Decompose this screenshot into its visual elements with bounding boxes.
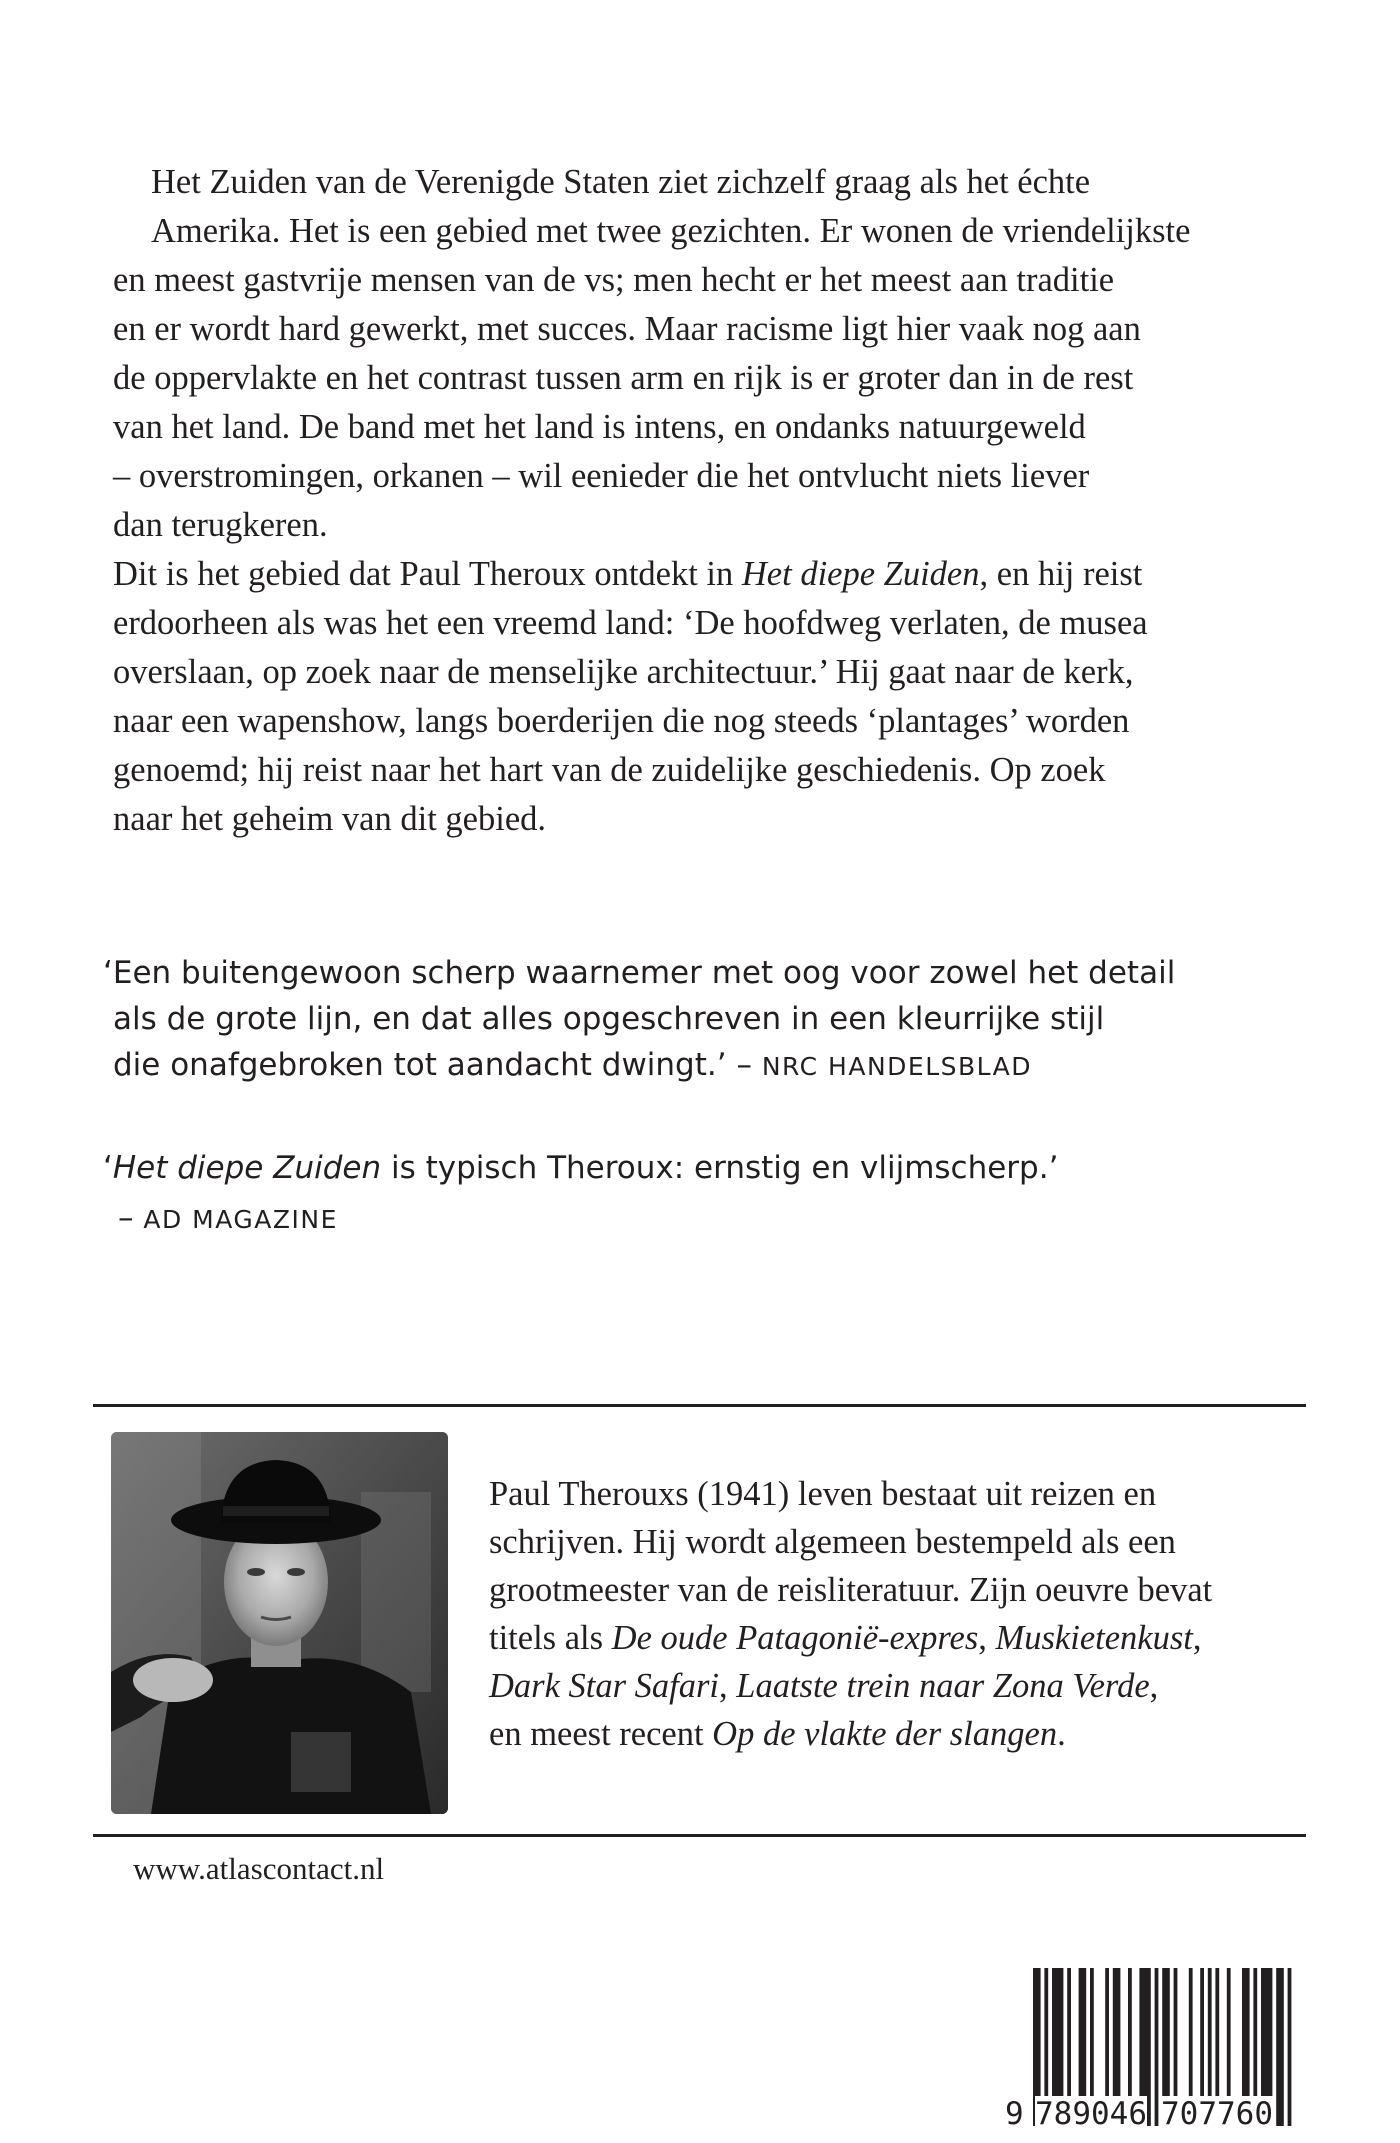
book-title: De oude Patagonië-expres: [611, 1619, 979, 1657]
synopsis-line: overslaan, op zoek naar de menselijke architectuur.’ Hij gaat naar de kerk,: [113, 653, 1134, 691]
isbn-first-digit: 9: [1005, 2096, 1024, 2132]
author-photo: [111, 1432, 448, 1814]
quote-mark: ‘: [103, 1150, 113, 1186]
synopsis-text: Dit is het gebied dat Paul Theroux ontdekt in: [113, 555, 742, 593]
bio-line: [489, 1667, 1158, 1706]
synopsis-line: genoemd; hij reist naar het hart van de zuidelijke geschiedenis. Op zoek: [113, 751, 1106, 789]
quote-dash: –: [118, 1200, 134, 1236]
quote-source: AD MAGAZINE: [143, 1205, 338, 1234]
book-title: Laatste trein naar Zona Verde: [736, 1667, 1150, 1705]
quote-text: die onafgebroken tot aandacht dwingt.’ –: [113, 1047, 752, 1083]
synopsis-line: – overstromingen, orkanen – wil eenieder die het ontvlucht niets liever: [113, 457, 1090, 495]
bio-text: .: [1057, 1715, 1066, 1753]
synopsis-line: erdoorheen als was het een vreemd land: ‘De hoofdweg verlaten, de musea: [113, 604, 1148, 642]
synopsis-line: Het Zuiden van de Verenigde Staten ziet zichzelf graag als het échte: [151, 163, 1091, 201]
isbn-group-2: 707760: [1161, 2096, 1273, 2132]
synopsis-line: naar het geheim van dit gebied.: [113, 800, 547, 838]
barcode-bar: [1276, 1968, 1284, 2126]
book-title: Het diepe Zuiden: [741, 555, 980, 593]
bio-line: schrijven. Hij wordt algemeen bestempeld als een: [489, 1523, 1176, 1561]
bio-text: titels als: [489, 1619, 612, 1657]
bio-line: grootmeester van de reisliteratuur. Zijn oeuvre bevat: [489, 1571, 1213, 1609]
bio-line: [489, 1619, 1202, 1658]
quote-text: is typisch Theroux: ernstig en vlijmscherp.’: [381, 1150, 1059, 1186]
quote-line: ‘Een buitengewoon scherp waarnemer met oog voor zowel het detail: [103, 955, 1176, 991]
divider: [93, 1404, 1306, 1407]
bio-text: ,: [719, 1667, 737, 1705]
bio-text: ,: [1192, 1619, 1202, 1657]
synopsis-line: en er wordt hard gewerkt, met succes. Maar racisme ligt hier vaak nog aan: [113, 310, 1141, 348]
synopsis-line: naar een wapenshow, langs boerderijen die nog steeds ‘plantages’ worden: [113, 702, 1130, 740]
synopsis-text: , en hij reist: [979, 555, 1143, 593]
quote-line: [113, 1047, 1032, 1083]
author-portrait-image: [111, 1432, 448, 1814]
synopsis-line: [113, 550, 1142, 599]
book-title: Het diepe Zuiden: [112, 1150, 382, 1186]
synopsis-line: dan terugkeren.: [113, 506, 328, 544]
bio-text: en meest recent: [489, 1715, 713, 1753]
divider: [93, 1834, 1306, 1837]
book-title: Dark Star Safari: [489, 1667, 720, 1705]
synopsis-line: de oppervlakte en het contrast tussen arm en rijk is er groter dan in de rest: [113, 359, 1134, 397]
quote-line: als de grote lijn, en dat alles opgeschreven in een kleurrijke stijl: [113, 1001, 1105, 1037]
bio-text: ,: [1149, 1667, 1159, 1705]
barcode-bar: [1288, 1968, 1292, 2126]
bio-text: ,: [978, 1619, 996, 1657]
publisher-website: www.atlascontact.nl: [133, 1851, 385, 1886]
synopsis-line: Amerika. Het is een gebied met twee gezichten. Er wonen de vriendelijkste: [151, 212, 1191, 250]
quote-line: [118, 1200, 338, 1236]
bio-line: [489, 1715, 1066, 1754]
bio-line: Paul Therouxs (1941) leven bestaat uit reizen en: [489, 1475, 1157, 1513]
barcode-bar: [1155, 1968, 1159, 2126]
quote-line: [103, 1150, 1058, 1186]
synopsis-line: en meest gastvrije mensen van de vs; men hecht er het meest aan traditie: [113, 261, 1115, 299]
book-title: Muskietenkust: [995, 1619, 1193, 1657]
isbn-group-1: 789046: [1035, 2096, 1147, 2132]
book-title: Op de vlakte der slangen: [712, 1715, 1058, 1753]
quote-source: NRC HANDELSBLAD: [761, 1052, 1032, 1081]
synopsis-line: van het land. De band met het land is intens, en ondanks natuurgeweld: [113, 408, 1086, 446]
